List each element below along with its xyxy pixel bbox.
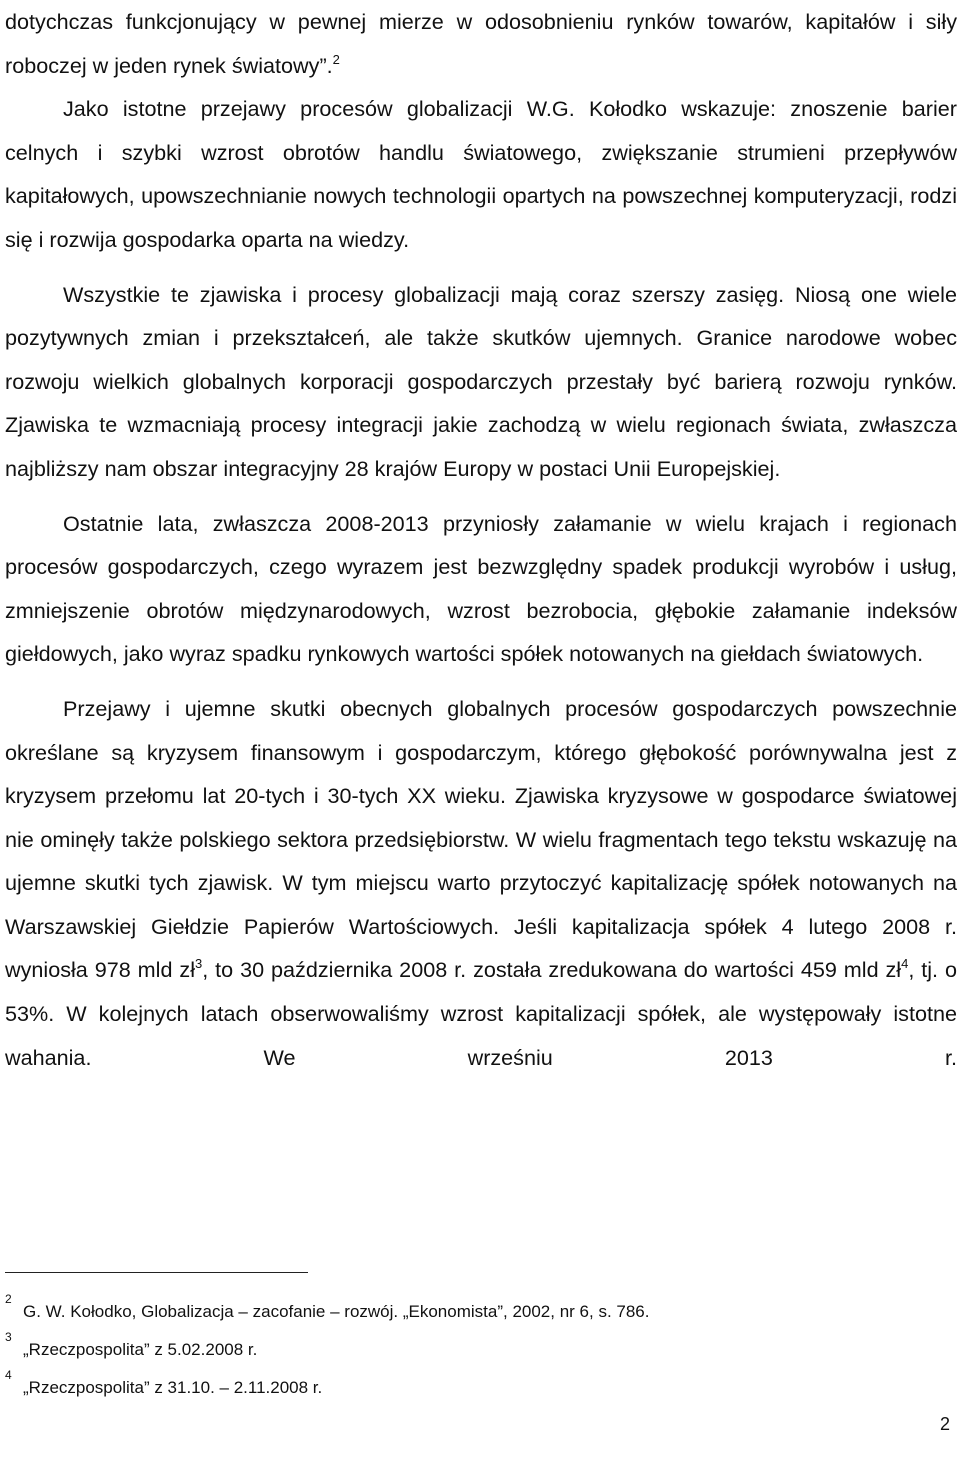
paragraph-text: dotychczas funkcjonujący w pewnej mierze w odosobnieniu rynków towarów, kapitałów i siły roboczej w jeden rynek światowy”. [5,9,957,78]
paragraph-recent-years [5,502,957,676]
paragraph-text: Jako istotne przejawy procesów globalizacji W.G. Kołodko wskazuje: znoszenie barier celnych i szybki wzrost obrotów handlu światowego, zwiększanie strumieni przepływów kapitałowych, upowszechnianie nowych technologii opartych na powszechnej komputeryzacji, rodzi się i rozwija gospodarka oparta na wiedzy. [5,96,957,252]
footnote-mark: 2 [5,1292,12,1306]
footnote-reference[interactable]: 4 [901,956,909,972]
paragraph-text: Wszystkie te zjawiska i procesy globalizacji mają coraz szerszy zasięg. Niosą one wiele pozytywnych zmian i przekształceń, ale także skutków ujemnych. Granice narodowe wobec rozwoju wielkich globalnych korporacji gospodarczych przestały być barierą rozwoju rynków. Zjawiska te wzmacniają procesy integracji jakie zachodzą w wielu regionach świata, zwłaszcza najbliższy nam obszar integracyjny 28 krajów Europy w postaci Unii Europejskiej. [5,281,957,481]
paragraph-crisis [5,687,957,1079]
paragraph-text: Ostatnie lata, zwłaszcza 2008-2013 przyniosły załamanie w wielu krajach i regionach procesów gospodarczych, czego wyrazem jest bezwzględny spadek produkcji wyrobów i usług, zmniejszenie obrotów międzynarodowych, wzrost bezrobocia, głębokie załamanie indeksów giełdowych, jako wyraz spadku rynkowych wartości spółek notowanych na giełdach światowych. [5,510,957,667]
footnote [5,1368,957,1406]
paragraph-globalization-scope [5,273,957,491]
paragraph-continued [5,0,957,87]
page-number: 2 [939,1414,950,1434]
footnote [5,1330,957,1368]
footnote-reference[interactable]: 3 [195,956,203,972]
footnotes [5,1292,957,1406]
footnote-text: „Rzeczpospolita” z 31.10. – 2.11.2008 r. [23,1378,323,1397]
footnote [5,1292,957,1330]
footnote-separator [5,1272,308,1273]
document-page [5,0,957,1460]
footnote-mark: 3 [5,1330,12,1344]
paragraph-globalization-symptoms [5,87,957,261]
paragraph-text: Przejawy i ujemne skutki obecnych globalnych procesów gospodarczych powszechnie określane są kryzysem finansowym i gospodarczym, którego głębokość porównywalna jest z kryzysem przełomu lat 20-tych i 30-tych XX wieku. Zjawiska kryzysowe w gospodarce światowej nie ominęły także polskiego sektora przedsiębiorstw. W wielu fragmentach tego tekstu wskazuję na ujemne skutki tych zjawisk. W tym miejscu warto przytoczyć kapitalizację spółek notowanych na Warszawskiej Giełdzie Papierów Wartościowych. Jeśli kapitalizacja spółek 4 lutego 2008 r. wyniosła 978 mld zł [5,695,957,983]
body-text [5,0,957,1079]
footnote-reference[interactable]: 2 [332,51,340,67]
paragraph-text: , to 30 października 2008 r. została zredukowana do wartości 459 mld zł [202,957,902,983]
footnote-mark: 4 [5,1368,12,1382]
footnote-text: „Rzeczpospolita” z 5.02.2008 r. [23,1340,258,1359]
footnote-text: G. W. Kołodko, Globalizacja – zacofanie – rozwój. „Ekonomista”, 2002, nr 6, s. 786. [23,1302,650,1321]
paragraph-text: , tj. o 53%. W kolejnych latach obserwowaliśmy wzrost kapitalizacji spółek, ale występowały istotne wahania. We wrześniu 2013 r. [5,957,957,1070]
